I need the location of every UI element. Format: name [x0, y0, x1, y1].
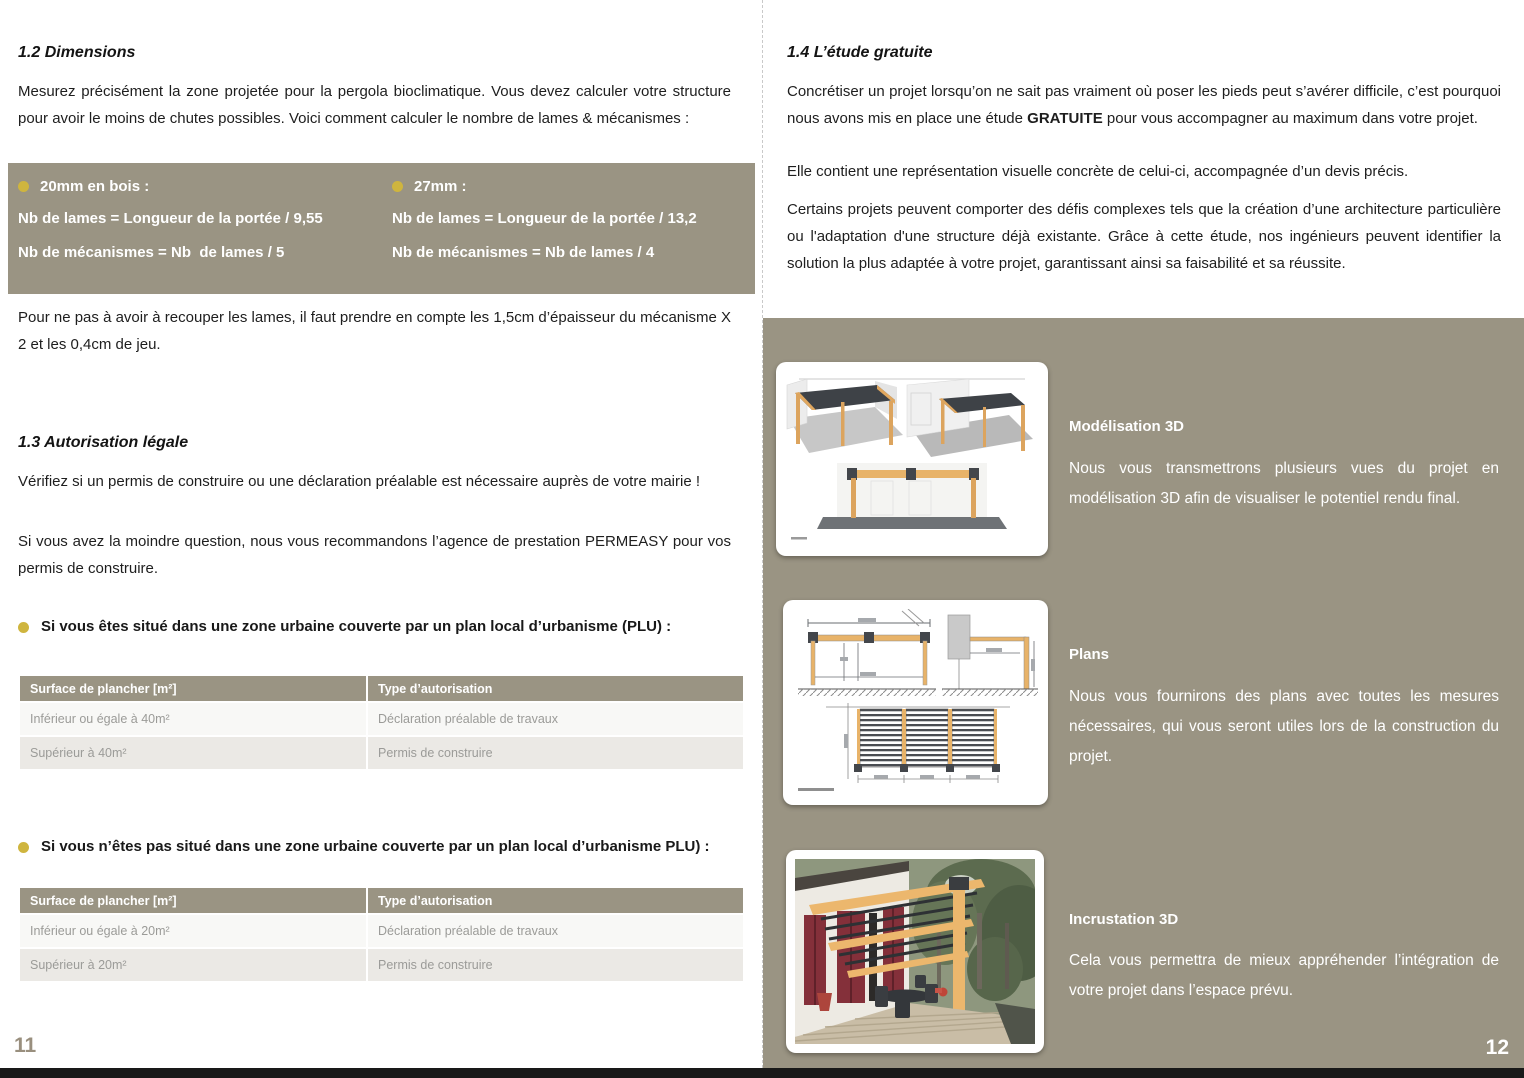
table-header-cell: Type d’autorisation	[368, 676, 743, 701]
bullet-icon	[392, 181, 403, 192]
section-1-3-p2: Si vous avez la moindre question, nous vous recommandons l’agence de prestation PERMEASY pour vos permis de construire.	[18, 533, 731, 577]
page-number-left: 11	[14, 1034, 37, 1057]
table-row	[20, 949, 743, 981]
section-1-3-heading: 1.3 Autorisation légale	[18, 434, 189, 451]
side-elevation	[942, 615, 1038, 696]
plans-card	[783, 600, 1048, 805]
table-row	[20, 703, 743, 735]
formula-box	[8, 163, 755, 294]
section-1-3-p1: Vérifiez si un permis de construire ou une déclaration préalable est nécessaire auprès de votre mairie !	[18, 473, 701, 490]
note-paragraph: Pour ne pas à avoir à recouper les lames, il faut prendre en compte les 1,5cm d’épaisseur du mécanisme X 2 et les 0,4cm de jeu.	[18, 309, 731, 353]
tiny-caption-mark	[791, 537, 807, 540]
page-12	[762, 0, 1524, 1068]
zone-no-plu-heading	[18, 838, 738, 855]
section-1-4-p1	[787, 78, 1501, 132]
p1-bold: GRATUITE	[1027, 110, 1103, 127]
pergola-view-a	[787, 379, 903, 453]
feature-description: Cela vous permettra de mieux appréhender l’intégration de votre projet dans l’espace prévu.	[1069, 952, 1499, 999]
p1-after: pour vous accompagner au maximum dans votre projet.	[1102, 110, 1478, 127]
bullet-icon	[18, 622, 29, 633]
page-number-right: 12	[1485, 1036, 1509, 1059]
formula-col-27mm	[392, 176, 697, 265]
feature-title: Incrustation 3D	[1069, 911, 1179, 928]
bullet-icon	[18, 181, 29, 192]
table-header-cell: Type d’autorisation	[368, 888, 743, 913]
study-panel	[763, 318, 1524, 1068]
table-cell: Inférieur ou égale à 40m²	[20, 703, 366, 735]
incrustation-3d-card	[786, 850, 1044, 1053]
top-view	[826, 703, 1010, 783]
section-1-4-p3: Certains projets peuvent comporter des défis complexes tels que la création d’une architecture particulière ou l'adaptation d'une structure déjà existante. Grâce à cette étude, nos ingénieurs peuvent identifier la solution la plus adaptée à votre projet, garantissant ainsi sa faisabilité et sa réussite.	[787, 201, 1501, 272]
table-row	[20, 737, 743, 769]
formula-title-row	[18, 176, 323, 197]
table-cell: Supérieur à 20m²	[20, 949, 366, 981]
plans-image	[792, 609, 1039, 796]
formula-line: Nb de mécanismes = Nb de lames / 4	[392, 244, 655, 261]
table-header-cell: Surface de plancher [m²]	[20, 888, 366, 913]
pergola-view-c	[817, 463, 1007, 529]
table-no-plu	[20, 888, 743, 983]
table-header-cell: Surface de plancher [m²]	[20, 676, 366, 701]
p1-before: Concrétiser un projet lorsqu’on ne sait pas vraiment où poser les pieds peut s’avérer difficile, c’est pourquoi nous avons mis en place une étude	[787, 83, 1501, 127]
section-1-2-intro: Mesurez précisément la zone projetée pour la pergola bioclimatique. Vous devez calculer votre structure pour avoir le moins de chutes possibles. Voici comment calculer le nombre de lames & mécanismes :	[18, 83, 731, 127]
tiny-caption-mark	[798, 788, 834, 791]
table-cell: Inférieur ou égale à 20m²	[20, 915, 366, 947]
zone-plu-heading-text: Si vous êtes situé dans une zone urbaine couverte par un plan local d’urbanisme (PLU) :	[41, 618, 672, 635]
table-cell: Déclaration préalable de travaux	[368, 915, 743, 947]
table-cell: Permis de construire	[368, 949, 743, 981]
modelisation-3d-image	[785, 371, 1039, 547]
table-plu	[20, 676, 743, 771]
formula-title: 20mm en bois :	[40, 178, 150, 195]
feature-description: Nous vous transmettrons plusieurs vues du projet en modélisation 3D afin de visualiser le potentiel rendu final.	[1069, 460, 1499, 507]
feature-title: Modélisation 3D	[1069, 418, 1185, 435]
section-1-4-p2: Elle contient une représentation visuelle concrète de celui-ci, accompagnée d’un devis précis.	[787, 163, 1409, 180]
formula-line: Nb de lames = Longueur de la portée / 13,2	[392, 210, 697, 227]
formula-col-20mm	[18, 176, 323, 265]
zone-plu-heading	[18, 618, 738, 635]
bullet-icon	[18, 842, 29, 853]
page-11	[0, 0, 762, 1068]
table-row	[20, 915, 743, 947]
table-cell: Déclaration préalable de travaux	[368, 703, 743, 735]
section-1-2-heading: 1.2 Dimensions	[18, 44, 136, 61]
table-header-row	[20, 676, 743, 701]
zone-no-plu-heading-text: Si vous n’êtes pas situé dans une zone urbaine couverte par un plan local d’urbanisme PLU) :	[41, 838, 710, 855]
table-header-row	[20, 888, 743, 913]
feature-title: Plans	[1069, 646, 1110, 663]
table-cell: Supérieur à 40m²	[20, 737, 366, 769]
section-1-4-heading: 1.4 L’étude gratuite	[787, 44, 933, 61]
feature-description: Nous vous fournirons des plans avec toutes les mesures nécessaires, qui vous seront utiles lors de la construction du projet.	[1069, 688, 1499, 765]
formula-line: Nb de lames = Longueur de la portée / 9,55	[18, 210, 323, 227]
formula-line: Nb de mécanismes = Nb de lames / 5	[18, 244, 285, 261]
modelisation-3d-card	[776, 362, 1048, 556]
bottom-bar	[0, 1068, 1524, 1078]
formula-title: 27mm :	[414, 178, 467, 195]
incrustation-3d-photo	[795, 859, 1035, 1044]
pergola-view-b	[907, 379, 1033, 457]
formula-title-row	[392, 176, 697, 197]
front-elevation	[798, 609, 936, 696]
table-cell: Permis de construire	[368, 737, 743, 769]
